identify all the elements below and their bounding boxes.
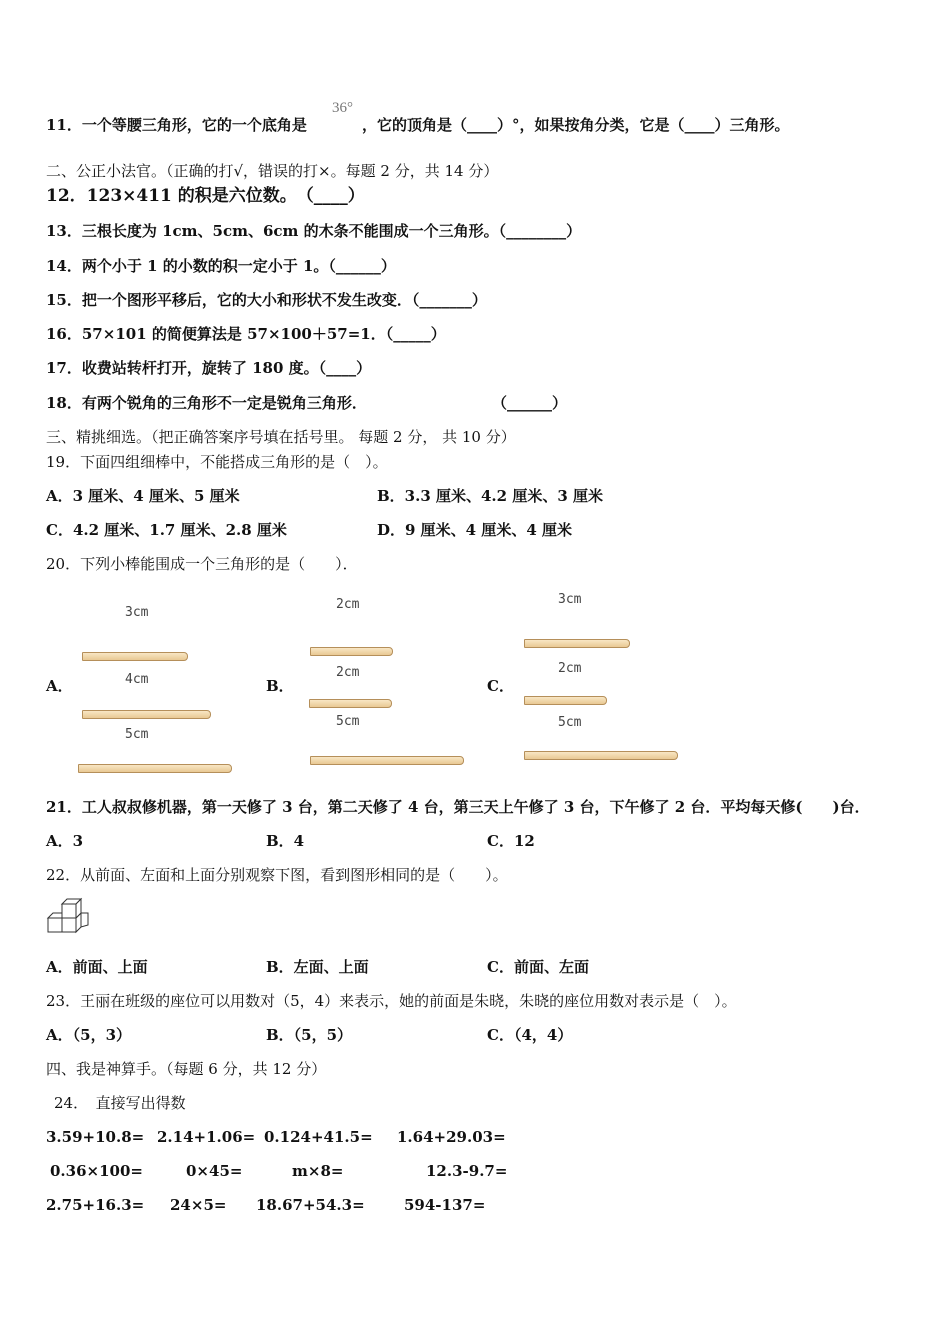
q18-text: 18．有两个锐角的三角形不一定是锐角三角形．: [46, 394, 367, 412]
q19-text: 19．下面四组细棒中，不能搭成三角形的是（ ）。: [46, 453, 388, 471]
q20-option-b-label: B．: [266, 677, 294, 695]
calc-r2-c2: 0×45=: [186, 1162, 243, 1180]
q21-option-c: C．12: [487, 832, 535, 850]
calc-r1-c4: 1.64+29.03=: [397, 1128, 506, 1146]
q19-option-c: C．4.2 厘米、1.7 厘米、2.8 厘米: [46, 521, 287, 539]
calc-r3-c3: 18.67+54.3=: [256, 1196, 365, 1214]
calc-r2-c4: 12.3-9.7=: [426, 1162, 508, 1180]
q19-option-a: A．3 厘米、4 厘米、5 厘米: [46, 487, 240, 505]
q20-option-c-label: C．: [487, 677, 514, 695]
q14: 14．两个小于 1 的小数的积一定小于 1。（______）: [46, 257, 396, 275]
q22-option-a: A．前面、上面: [46, 958, 148, 976]
calc-r2-c1: 0.36×100=: [50, 1162, 143, 1180]
q20-b-stick1-label: 2cm: [336, 597, 360, 612]
q21-option-b: B．4: [266, 832, 305, 850]
q20-a-stick1: [82, 652, 188, 661]
q20-c-stick2-label: 2cm: [558, 661, 582, 676]
calc-r1-c3: 0.124+41.5=: [264, 1128, 373, 1146]
q20-c-stick3: [524, 751, 678, 760]
cube-stack-figure: [46, 896, 92, 936]
q20-a-stick3: [78, 764, 232, 773]
calc-r1-c2: 2.14+1.06=: [157, 1128, 256, 1146]
q20-b-stick2: [309, 699, 392, 708]
q24-text: 24． 直接写出得数: [54, 1094, 186, 1112]
calc-r1-c1: 3.59+10.8=: [46, 1128, 145, 1146]
q20-c-stick1: [524, 639, 630, 648]
q23-text: 23．王丽在班级的座位可以用数对（5，4）来表示，她的前面是朱晓，朱晓的座位用数对表示是（ ）。: [46, 992, 737, 1010]
q23-option-c: C．（4，4）: [487, 1026, 573, 1044]
q20-b-stick3: [310, 756, 464, 765]
q15: 15．把一个图形平移后，它的大小和形状不发生改变．（_______）: [46, 291, 487, 309]
q11-text-a: 11．一个等腰三角形，它的一个底角是: [46, 116, 307, 134]
section-3-heading: 三、精挑细选。（把正确答案序号填在括号里。 每题 2 分， 共 10 分）: [46, 428, 516, 446]
calc-r3-c2: 24×5=: [170, 1196, 227, 1214]
q20-a-stick1-label: 3cm: [125, 605, 149, 620]
q22-option-c: C．前面、左面: [487, 958, 589, 976]
q20-b-stick3-label: 5cm: [336, 714, 360, 729]
q23-option-a: A．（5，3）: [46, 1026, 132, 1044]
q20-a-stick3-label: 5cm: [125, 727, 149, 742]
q20-b-stick1: [310, 647, 393, 656]
calc-r2-c3: m×8=: [292, 1162, 344, 1180]
q20-option-a-label: A．: [46, 677, 73, 695]
q20-c-stick1-label: 3cm: [558, 592, 582, 607]
q20-text: 20．下列小棒能围成一个三角形的是（ ）．: [46, 555, 358, 573]
q16: 16．57×101 的简便算法是 57×100＋57=1．（_____）: [46, 325, 446, 343]
q21-text: 21．工人叔叔修机器，第一天修了 3 台，第二天修了 4 台，第三天上午修了 3 台，下午修了 2 台．平均每天修( )台．: [46, 798, 870, 816]
q13: 13．三根长度为 1cm、5cm、6cm 的木条不能围成一个三角形。（________）: [46, 222, 582, 240]
q18-blank: （______）: [492, 394, 568, 412]
q22-option-b: B．左面、上面: [266, 958, 369, 976]
q20-b-stick2-label: 2cm: [336, 665, 360, 680]
q23-option-b: B．（5，5）: [266, 1026, 353, 1044]
q21-option-a: A．3: [46, 832, 84, 850]
q20-c-stick3-label: 5cm: [558, 715, 582, 730]
section-4-heading: 四、我是神算手。（每题 6 分，共 12 分）: [46, 1060, 327, 1078]
calc-r3-c1: 2.75+16.3=: [46, 1196, 145, 1214]
q11-angle: 36°: [332, 100, 353, 116]
q11-text-b: ，它的顶角是（____）°，如果按角分类，它是（____）三角形。: [362, 116, 790, 134]
q12: 12．123×411 的积是六位数。 （____）: [46, 186, 365, 206]
q20-a-stick2: [82, 710, 211, 719]
q22-text: 22．从前面、左面和上面分别观察下图，看到图形相同的是（ ）。: [46, 866, 508, 884]
q19-option-b: B．3.3 厘米、4.2 厘米、3 厘米: [377, 487, 603, 505]
q20-c-stick2: [524, 696, 607, 705]
q17: 17．收费站转杆打开，旋转了 180 度。（____）: [46, 359, 372, 377]
q19-option-d: D．9 厘米、4 厘米、4 厘米: [377, 521, 572, 539]
calc-r3-c4: 594-137=: [404, 1196, 486, 1214]
section-2-heading: 二、公正小法官。（正确的打√，错误的打×。每题 2 分，共 14 分）: [46, 162, 499, 180]
q20-a-stick2-label: 4cm: [125, 672, 149, 687]
